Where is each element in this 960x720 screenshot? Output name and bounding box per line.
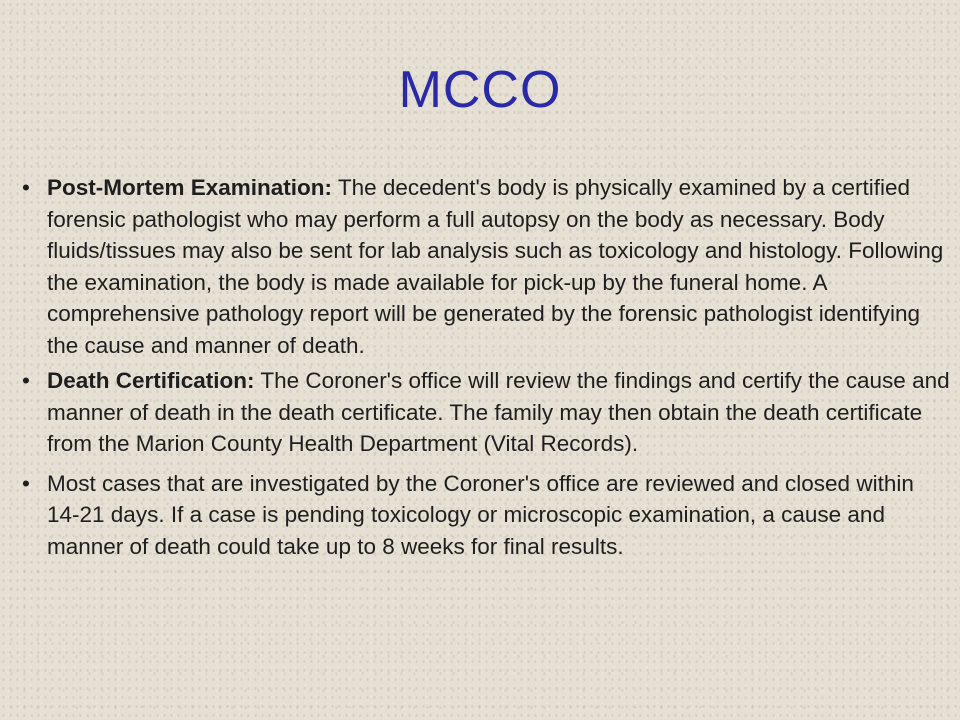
bullet-text: Most cases that are investigated by the Coroner's office are reviewed and closed within 14-21 days. If a case is pending toxicology or microscopic examination, a cause and manner of death could take up to 8 weeks for final results. — [47, 470, 914, 559]
bullet-case-timeline — [22, 468, 952, 563]
bullet-dot-icon: • — [22, 470, 30, 496]
slide-title: MCCO — [398, 61, 562, 119]
bullet-dot-icon: • — [22, 368, 30, 393]
bullet-text: The decedent's body is physically examined by a certified forensic pathologist who may perform a full autopsy on the body as necessary. Body fluids/tissues may also be sent for lab analysis such as toxicology and histology. Following the examination, the body is made available for pick-up by the funeral home. A comprehensive pathology report will be generated by the forensic pathologist identifying the cause and manner of death. — [47, 175, 944, 358]
bullet-lead: Post-Mortem Examination: — [47, 175, 333, 200]
bullet-post-mortem-examination — [22, 172, 952, 361]
bullet-text: The Coroner's office will review the findings and certify the cause and manner of death in the death certificate. The family may then obtain the death certificate from the Marion County Health Department (Vital Records). — [47, 368, 950, 456]
bullet-list — [22, 172, 952, 566]
bullet-lead: Death Certification: — [47, 368, 255, 393]
bullet-dot-icon: • — [22, 175, 30, 200]
bullet-death-certification — [22, 365, 952, 460]
